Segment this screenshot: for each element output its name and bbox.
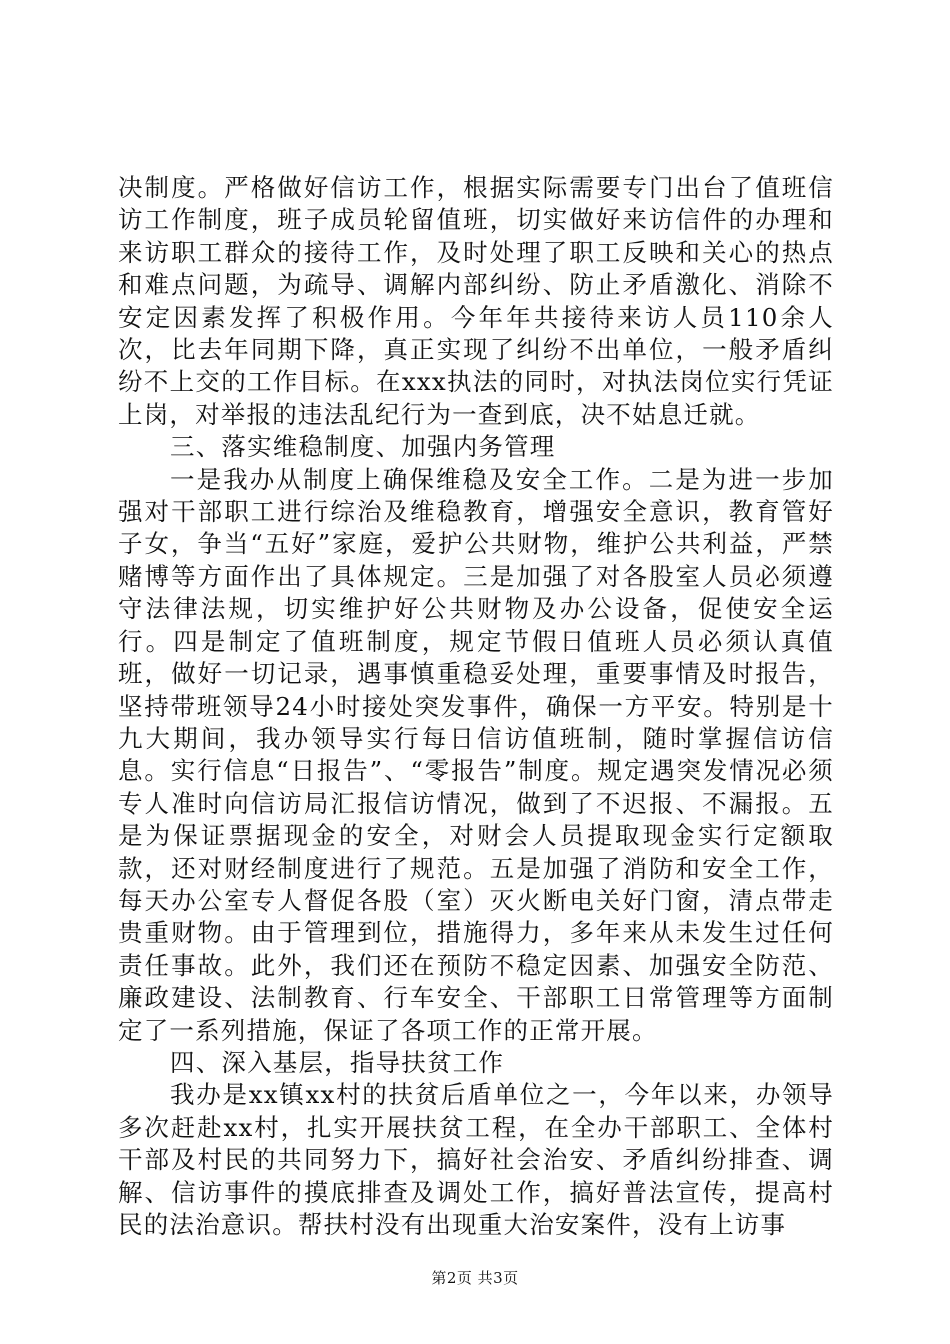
- document-body: [118, 172, 834, 1241]
- paragraph-section-4: 我办是xx镇xx村的扶贫后盾单位之一，今年以来，办领导多次赶赴xx村，扎实开展扶贫工程，在全办干部职工、全体村干部及村民的共同努力下，搞好社会治安、矛盾纠纷排查、调解、信访事件的摸底排查及调处工作，搞好普法宣传，提高村民的法治意识。帮扶村没有出现重大治安案件，没有上访事: [118, 1080, 834, 1239]
- section-heading-3: 三、落实维稳制度、加强内务管理: [170, 432, 556, 462]
- section-heading-4: 四、深入基层，指导扶贫工作: [170, 1047, 505, 1077]
- paragraph-continuation: 决制度。严格做好信访工作，根据实际需要专门出台了值班信访工作制度，班子成员轮留值班，切实做好来访信件的办理和来访职工群众的接待工作，及时处理了职工反映和关心的热点和难点问题，为疏导、调解内部纠纷、防止矛盾激化、消除不安定因素发挥了积极作用。今年年共接待来访人员110余人次，比去年同期下降，真正实现了纠纷不出单位，一般矛盾纠纷不上交的工作目标。在xxx执法的同时，对执法岗位实行凭证上岗，对举报的违法乱纪行为一查到底，决不姑息迁就。: [118, 173, 834, 429]
- paragraph-section-3: 一是我办从制度上确保维稳及安全工作。二是为进一步加强对干部职工进行综治及维稳教育，增强安全意识，教育管好子女，争当“五好”家庭，爱护公共财物，维护公共利益，严禁赌博等方面作出了具体规定。三是加强了对各股室人员必须遵守法律法规，切实维护好公共财物及办公设备，促使安全运行。四是制定了值班制度，规定节假日值班人员必须认真值班，做好一切记录，遇事慎重稳妥处理，重要事情及时报告，坚持带班领导24小时接处突发事件，确保一方平安。特别是十九大期间，我办领导实行每日信访值班制，随时掌握信访信息。实行信息“日报告”、“零报告”制度。规定遇突发情况必须专人准时向信访局汇报信访情况，做到了不迟报、不漏报。五是为保证票据现金的安全，对财会人员提取现金实行定额取款，还对财经制度进行了规范。五是加强了消防和安全工作，每天办公室专人督促各股（室）灭火断电关好门窗，清点带走贵重财物。由于管理到位，措施得力，多年来从未发生过任何责任事故。此外，我们还在预防不稳定因素、加强安全防范、廉政建设、法制教育、行车安全、干部职工日常管理等方面制定了一系列措施，保证了各项工作的正常开展。: [118, 464, 834, 1045]
- page-footer: [0, 1267, 950, 1288]
- page-number: 第2页 共3页: [431, 1269, 519, 1287]
